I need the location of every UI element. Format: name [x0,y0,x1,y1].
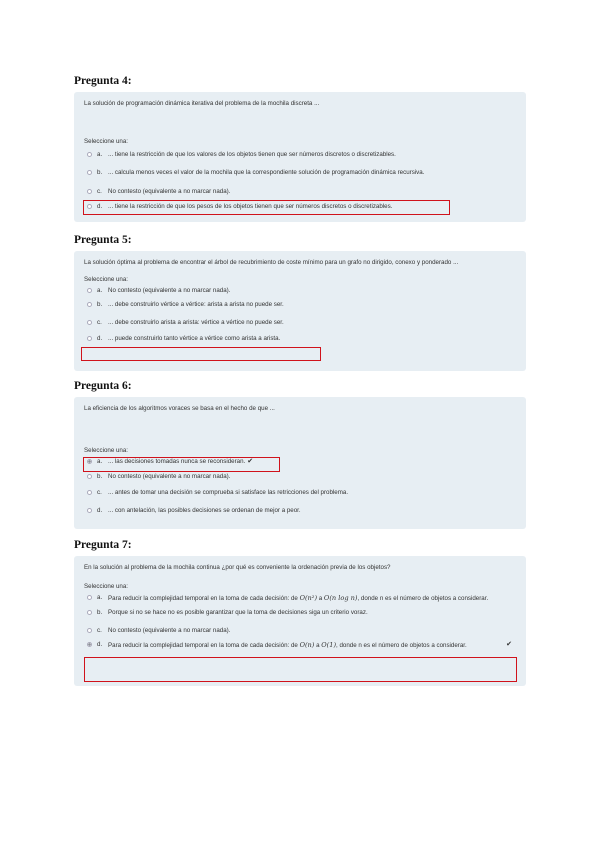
radio-button[interactable] [87,288,92,293]
radio-button[interactable] [87,610,92,615]
option-letter: d. [97,335,103,342]
option-text: No contesto (equivalente a no marcar nada). [108,473,231,480]
radio-button[interactable] [87,336,92,341]
option-text: Porque si no se hace no es posible garantizar que la toma de decisiones siga un criterio voraz. [108,609,368,616]
options-list [84,285,516,346]
question-4 [74,74,526,222]
answer-highlight-box [84,657,517,682]
option-d[interactable] [84,201,516,214]
option-b[interactable] [84,167,516,180]
option-c[interactable] [84,487,516,500]
option-b[interactable] [84,471,516,484]
radio-button[interactable] [87,508,92,513]
option-text: ... las decisiones tomadas nunca se reconsideran. ✔ [108,457,254,465]
question-text: La solución de programación dinámica iterativa del problema de la mochila discreta ... [84,100,320,107]
check-icon: ✔ [247,457,254,465]
radio-button[interactable] [87,189,92,194]
radio-button[interactable] [87,320,92,325]
option-letter: a. [97,150,103,158]
option-letter: b. [97,169,103,176]
option-letter: c. [97,187,102,195]
option-text: ... tiene la restricción de que los valores de los objetos tienen que ser números discretos o discretizables. [108,150,396,158]
question-title: Pregunta 7: [74,539,132,551]
question-text: En la solución al problema de la mochila continua ¿por qué es conveniente la ordenación previa de los objetos? [84,564,391,571]
radio-button[interactable] [87,302,92,307]
radio-button[interactable] [87,490,92,495]
question-box [74,92,526,222]
option-b[interactable] [84,607,516,620]
question-7 [74,538,526,686]
option-text: ... tiene la restricción de que los pesos de los objetos tienen que ser números discretos o discretizables. [108,203,393,210]
math-expression: O(1) [321,641,337,649]
math-expression: O(n²) [299,593,318,602]
select-label: Seleccione una: [84,275,129,283]
option-text: No contesto (equivalente a no marcar nada). [108,187,231,195]
option-a[interactable] [84,285,516,298]
option-b[interactable] [84,299,516,312]
option-letter: a. [97,457,103,465]
radio-button[interactable] [87,170,92,175]
option-text: ... debe construirlo arista a arista: vértice a vértice no puede ser. [108,318,284,326]
option-text: Para reducir la complejidad temporal en la toma de cada decisión: de O(n²) a O(n log n), donde n es el número de objetos a considerar. [108,593,489,602]
question-title: Pregunta 5: [74,234,132,246]
question-box [74,556,526,686]
option-letter: b. [97,609,103,616]
question-title: Pregunta 6: [74,380,132,392]
option-letter: c. [97,488,102,496]
radio-button[interactable] [87,152,92,157]
select-label: Seleccione una: [84,137,129,145]
answer-highlight-box [81,347,321,361]
math-expression: O(n) [299,641,315,649]
check-icon: ✔ [506,641,512,648]
question-6 [74,379,526,529]
select-label: Seleccione una: [84,582,129,590]
option-letter: d. [97,203,103,210]
question-5 [74,233,526,371]
option-c[interactable] [84,186,516,199]
option-letter: b. [97,473,103,480]
option-d[interactable] [84,505,516,518]
radio-button[interactable] [87,628,92,633]
option-letter: a. [97,593,103,601]
option-letter: c. [97,626,102,634]
question-text: La eficiencia de los algoritmos voraces se basa en el hecho de que ... [84,405,275,412]
option-c[interactable] [84,317,516,330]
radio-button-selected[interactable] [87,642,92,647]
option-d[interactable] [84,333,516,346]
option-text: ... debe construirlo vértice a vértice: arista a arista no puede ser. [108,301,284,308]
option-a[interactable] [84,592,516,606]
select-label: Seleccione una: [84,446,129,454]
option-text: ... con antelación, las posibles decisiones se ordenan de mejor a peor. [108,507,301,514]
question-text: La solución óptima al problema de encontrar el árbol de recubrimiento de coste mínimo para un grafo no dirigido, conexo y ponderado ... [84,259,459,266]
option-letter: d. [97,507,103,514]
option-letter: d. [97,641,103,648]
question-title: Pregunta 4: [74,75,132,87]
radio-button[interactable] [87,474,92,479]
option-d[interactable] [84,639,516,653]
options-list [84,149,516,214]
radio-button-selected[interactable] [87,459,92,464]
question-box [74,251,526,371]
radio-button[interactable] [87,204,92,209]
option-text: ... antes de tomar una decisión se comprueba si satisface las retricciones del problema. [108,488,349,496]
option-text: No contesto (equivalente a no marcar nada). [108,626,231,634]
option-text: No contesto (equivalente a no marcar nada). [108,286,231,294]
option-letter: a. [97,286,103,294]
option-a[interactable] [84,456,516,469]
options-list [84,456,516,518]
option-text: Para reducir la complejidad temporal en la toma de cada decisión: de O(n) a O(1), donde n es el número de objetos a considerar. [108,641,467,649]
options-list [84,592,516,653]
option-letter: b. [97,301,103,308]
question-box [74,397,526,529]
radio-button[interactable] [87,595,92,600]
option-text: ... puede construirlo tanto vértice a vértice como arista a arista. [108,335,281,342]
option-c[interactable] [84,625,516,638]
option-letter: c. [97,318,102,326]
option-text: ... calcula menos veces el valor de la mochila que la correspondiente solución de programación dinámica recursiva. [108,169,425,176]
option-a[interactable] [84,149,516,162]
math-expression: O(n log n) [323,593,358,602]
